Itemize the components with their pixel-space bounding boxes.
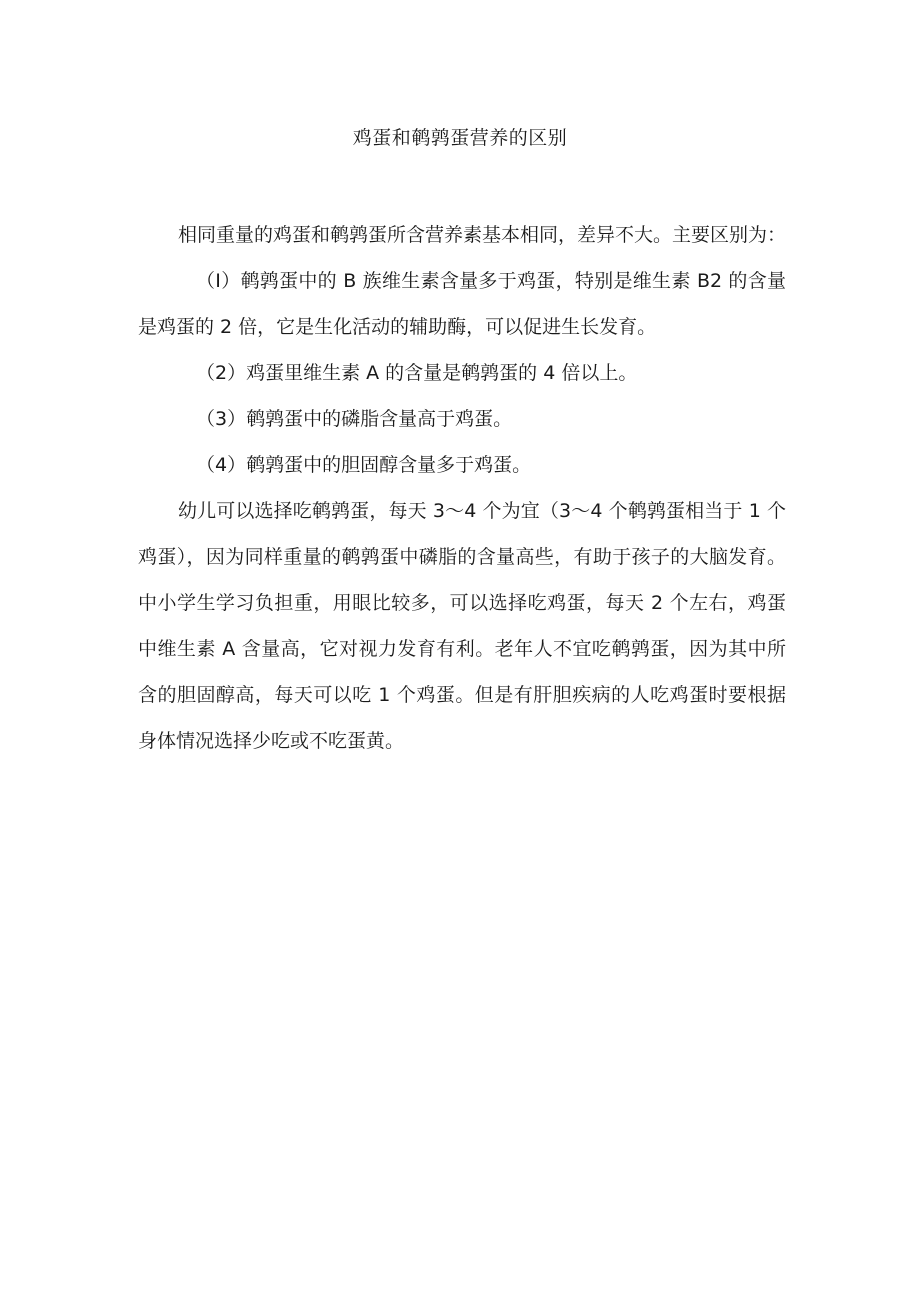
document-title: 鸡蛋和鹌鹑蛋营养的区别 — [352, 127, 568, 149]
conclusion-paragraph: 幼儿可以选择吃鹌鹑蛋，每天 3～4 个为宜（3～4 个鹌鹑蛋相当于 1 个鸡蛋），因为同样重量的鹌鹑蛋中磷脂的含量高些，有助于孩子的大脑发育。中小学生学习负担重，用眼比较多，可以选择吃鸡蛋，每天 2 个左右，鸡蛋中维生素 A 含量高，它对视力发育有利。老年人不宜吃鹌鹑蛋，因为其中所含的胆固醇高，每天可以吃 1 个鸡蛋。但是有肝胆疾病的人吃鸡蛋时要根据身体情况选择少吃或不吃蛋黄。 — [138, 500, 786, 752]
document-body — [138, 212, 786, 764]
list-item-4: （4）鹌鹑蛋中的胆固醇含量多于鸡蛋。 — [196, 454, 532, 476]
list-item-2: （2）鸡蛋里维生素 A 的含量是鹌鹑蛋的 4 倍以上。 — [196, 362, 638, 384]
list-item-3: （3）鹌鹑蛋中的磷脂含量高于鸡蛋。 — [196, 408, 513, 430]
intro-paragraph: 相同重量的鸡蛋和鹌鹑蛋所含营养素基本相同，差异不大。主要区别为： — [178, 224, 787, 246]
list-item-1: （I）鹌鹑蛋中的 B 族维生素含量多于鸡蛋，特别是维生素 B2 的含量是鸡蛋的 2 倍，它是生化活动的辅助酶，可以促进生长发育。 — [138, 270, 786, 338]
